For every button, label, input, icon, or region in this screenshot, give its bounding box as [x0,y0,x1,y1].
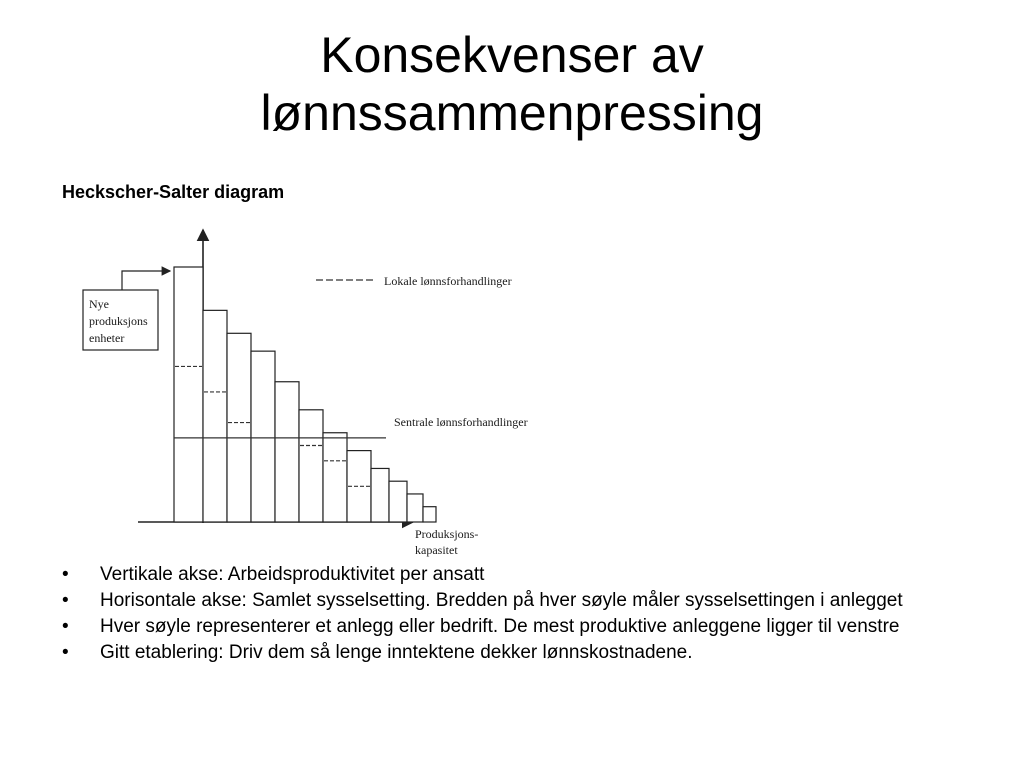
bullet-text: Horisontale akse: Samlet sysselsetting. Bredden på hver søyle måler sysselsettingen i anlegget [100,590,903,611]
bar [407,494,423,522]
bar [227,333,251,522]
x-axis-label-line-2: kapasitet [415,543,458,557]
bar [389,481,407,522]
bullet-item [62,643,972,663]
bar [299,410,323,522]
new-units-label-line-2: produksjons [89,314,148,328]
bar [323,433,347,522]
new-units-label-line-1: Nye [89,297,109,311]
new-units-arrow [122,271,170,290]
bar [203,310,227,522]
bullet-item [62,617,972,637]
new-units-label-line-3: enheter [89,331,125,345]
bar [251,351,275,522]
heckscher-salter-diagram [70,222,570,562]
bars [174,267,436,522]
bar [174,267,203,522]
central-label: Sentrale lønnsforhandlinger [394,415,528,429]
bullet-dot: • [62,590,69,611]
bullet-list [62,565,972,669]
bar [275,382,299,522]
bullet-dot: • [62,616,69,637]
bar [423,507,436,522]
bullet-item [62,565,972,585]
bullet-item [62,591,972,611]
bullet-text: Vertikale akse: Arbeidsproduktivitet per ansatt [100,564,485,585]
slide-title [0,26,1024,142]
bar [371,468,389,522]
bullet-dot: • [62,642,69,663]
diagram-subtitle: Heckscher-Salter diagram [62,182,285,202]
bullet-text: Hver søyle representerer et anlegg eller bedrift. De mest produktive anleggene ligger til venstre [100,616,900,637]
slide-title-line-1: Konsekvenser av [320,27,704,83]
slide-title-line-2: lønnssammenpressing [260,85,764,141]
legend-local-label: Lokale lønnsforhandlinger [384,274,512,288]
bullet-dot: • [62,564,69,585]
bullet-text: Gitt etablering: Driv dem så lenge inntektene dekker lønnskostnadene. [100,642,693,663]
x-axis-label-line-1: Produksjons- [415,527,479,541]
